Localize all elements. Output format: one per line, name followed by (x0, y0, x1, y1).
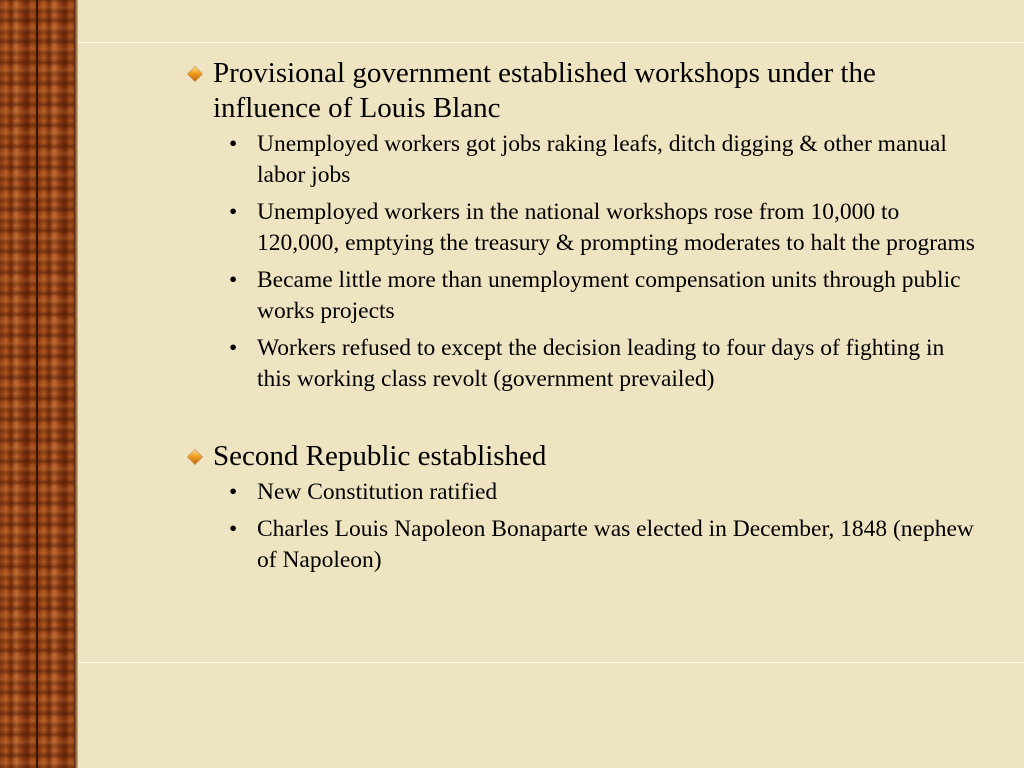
main-bullet-second-republic (188, 439, 978, 576)
wood-border-decoration (0, 0, 76, 768)
sub-bullet-item (213, 477, 978, 508)
sub-bullet-item (213, 265, 978, 327)
sub-bullet-list (213, 129, 978, 395)
bullet-dot-icon: • (229, 335, 238, 361)
bullet-dot-icon: • (229, 267, 238, 293)
bullet-dot-icon: • (229, 479, 238, 505)
diamond-bullet-icon (188, 450, 202, 464)
sub-bullet-item (213, 514, 978, 576)
bullet-dot-icon: • (229, 199, 238, 225)
diamond-bullet-icon (188, 67, 202, 81)
sub-bullet-item (213, 333, 978, 395)
sub-bullet-text: Unemployed workers got jobs raking leafs, ditch digging & other manual labor jobs (257, 131, 947, 188)
sub-bullet-text: Charles Louis Napoleon Bonaparte was elected in December, 1848 (nephew of Napoleon) (257, 516, 974, 573)
sub-bullet-text: Workers refused to except the decision leading to four days of fighting in this working class revolt (government prevailed) (257, 335, 945, 392)
sub-bullet-text: Became little more than unemployment compensation units through public works projects (257, 267, 961, 324)
main-bullet-text: Second Republic established (213, 440, 547, 472)
main-bullet-text: Provisional government established workshops under the influence of Louis Blanc (213, 57, 876, 124)
main-bullet-workshops (188, 56, 978, 395)
bottom-rule (78, 662, 1024, 663)
top-rule (78, 42, 1024, 43)
slide-body (188, 56, 978, 576)
border-seam (36, 0, 38, 768)
bullet-dot-icon: • (229, 516, 238, 542)
sub-bullet-item (213, 129, 978, 191)
sub-bullet-list (213, 477, 978, 576)
bullet-dot-icon: • (229, 131, 238, 157)
sub-bullet-text: Unemployed workers in the national workshops rose from 10,000 to 120,000, emptying the treasury & prompting moderates to halt the programs (257, 199, 975, 256)
sub-bullet-item (213, 197, 978, 259)
border-edge (74, 0, 78, 768)
sub-bullet-text: New Constitution ratified (257, 479, 498, 505)
